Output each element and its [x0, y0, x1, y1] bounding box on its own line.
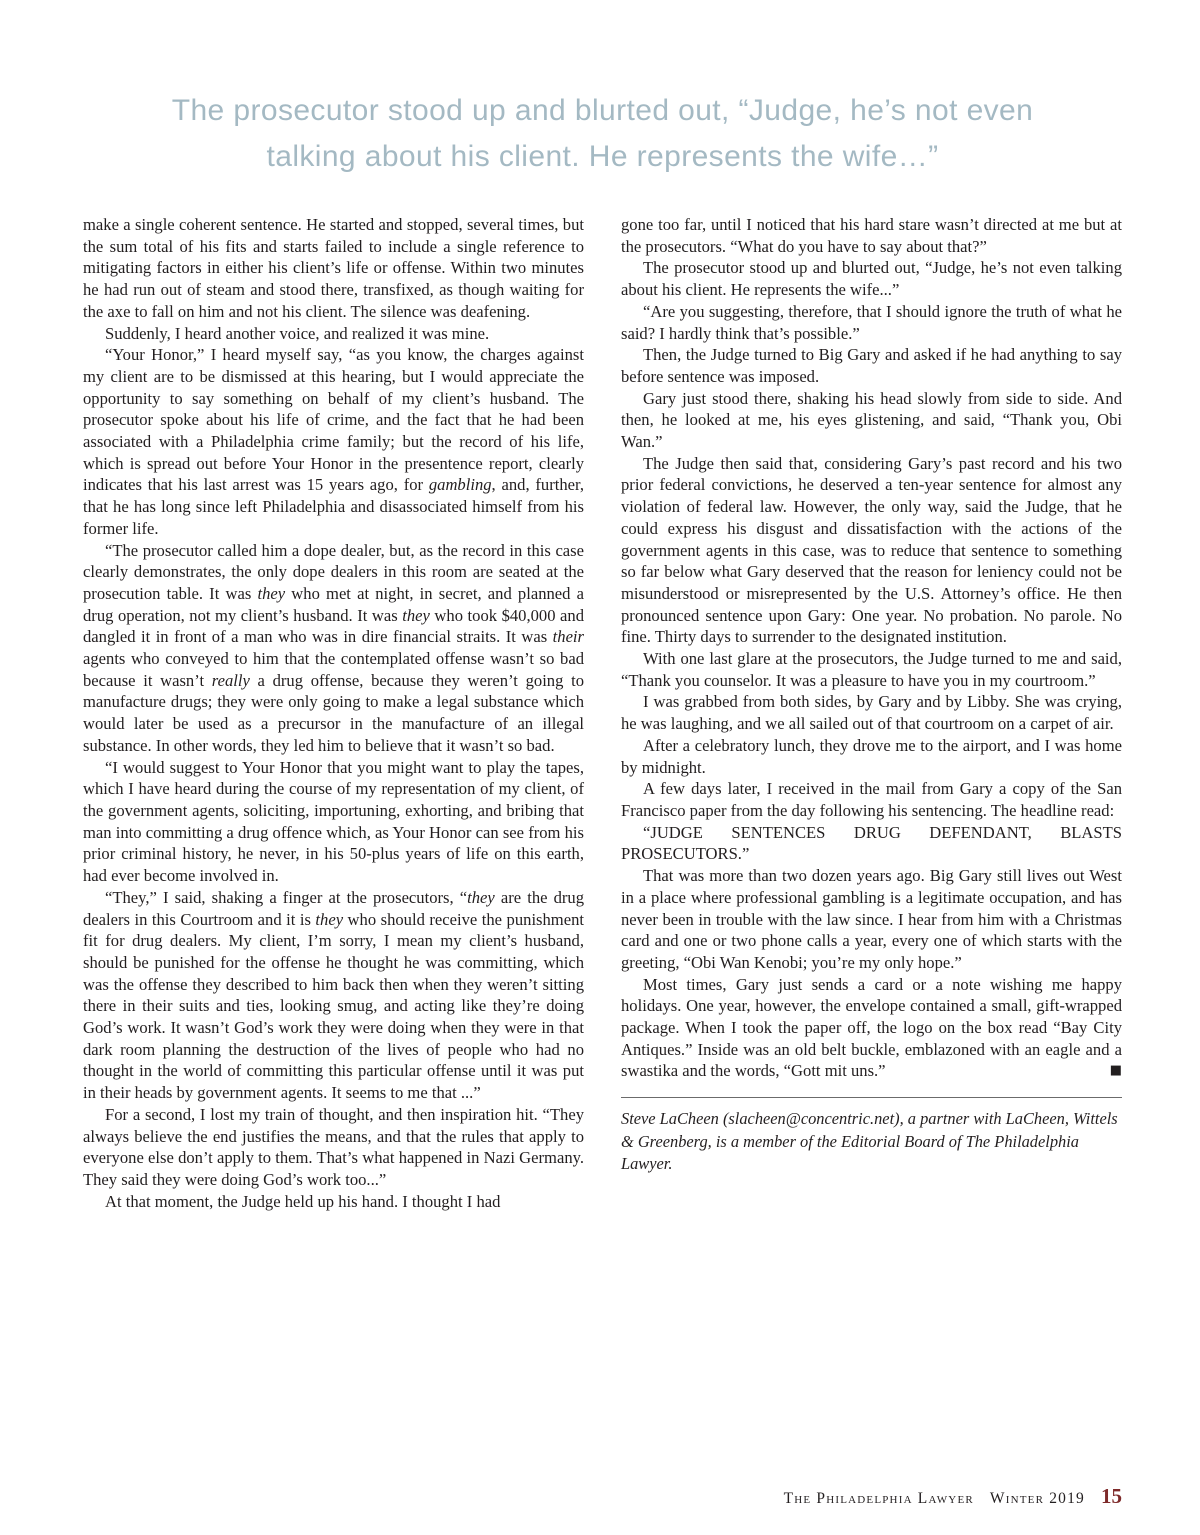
author-bio-divider [621, 1097, 1122, 1098]
paragraph: For a second, I lost my train of thought, and then inspiration hit. “They always believe the end justifies the means, and that the rules that apply to everyone else don’t apply to them. That’s what happened in Nazi Germany. They said they were doing God’s work too...” [83, 1104, 584, 1189]
paragraph: make a single coherent sentence. He started and stopped, several times, but the sum total of his fits and starts failed to include a single reference to mitigating factors in either his client’s life or offense. Within two minutes he had run out of steam and stood there, transfixed, as though waiting for the axe to fall on him and not his client. The silence was deafening. [83, 215, 584, 321]
paragraph: At that moment, the Judge held up his hand. I thought I had [105, 1191, 501, 1211]
paragraph: “They,” I said, shaking a finger at the prosecutors, “they are the drug dealers in this Courtroom and it is they who should receive the punishment fit for drug dealers. My client, I’m sorry, I mean my client’s husband, should be punished for the offense he thought he was committing, which was the offense they described to him back then when they weren’t sitting there in their suits and ties, looking smug, and acting like they’re doing God’s work. It wasn’t God’s work they were doing when they were in that dark room planning the destruction of the lives of people who had no thought in the world of committing this particular offense until it was put in their heads by government agents. It seems to me that ...” [83, 887, 585, 1103]
footer-page-number: 15 [1101, 1484, 1122, 1508]
paragraph: A few days later, I received in the mail from Gary a copy of the San Francisco paper from the day following his sentencing. The headline read: [621, 779, 1122, 820]
paragraph: gone too far, until I noticed that his hard stare wasn’t directed at me but at the prosecutors. “What do you have to say about that?” [621, 215, 1122, 256]
paragraph: I was grabbed from both sides, by Gary and by Libby. She was crying, he was laughing, and we all sailed out of that courtroom on a carpet of air. [621, 692, 1122, 734]
paragraph: The Judge then said that, considering Gary’s past record and his two prior federal convictions, he deserved a ten-year sentence for almost any violation of federal law. However, the only way, said the Judge, that he could express his disgust and dissatisfaction with the actions of the government agents in this case, was to reduce that sentence to something so far below what Gary deserved that the reason for leniency could not be misunderstood or misrepresented by the U.S. Attorney’s office. He then pronounced sentence upon Gary: One year. No probation. No parole. No fine. Thirty days to surrender to the designated institution. [621, 453, 1122, 647]
column-left [83, 214, 584, 1212]
paragraph: After a celebratory lunch, they drove me to the airport, and I was home by midnight. [621, 735, 1122, 777]
paragraph: “I would suggest to Your Honor that you might want to play the tapes, which I have heard during the course of my representation of my client, of the government agents, soliciting, importuning, exhorting, and bribing that man into committing a drug offence which, as Your Honor can see from his prior criminal history, he never, in his 50-plus years of life on this earth, had ever become involved in. [83, 757, 584, 886]
footer-issue: Winter 2019 [989, 1490, 1085, 1507]
paragraph: “Your Honor,” I heard myself say, “as you know, the charges against my client are to be dismissed at this hearing, but I would appreciate the opportunity to say something on behalf of my client’s husband. The prosecutor spoke about his life of crime, and the fact that he had been associated with a Philadelphia crime family; but the record of his life, which is spread out before Your Honor in the presentence report, clearly indicates that his last arrest was 15 years ago, for gambling, and, further, that he has long since left Philadelphia and disassociated himself from his former life. [83, 345, 585, 538]
column-left-paragraphs [83, 214, 584, 1212]
column-right-paragraphs [621, 214, 1122, 1082]
pull-quote-line-2: talking about his client. He represents the wife…” [266, 140, 939, 173]
author-bio: Steve LaCheen (slacheen@concentric.net), a partner with LaCheen, Wittels & Greenberg, is a member of the Editorial Board of The Philadelphia Lawyer. [621, 1109, 1118, 1174]
paragraph: “The prosecutor called him a dope dealer, but, as the record in this case clearly demonstrates, the only dope dealers in this room are seated at the prosecution table. It was they who met at night, in secret, and planned a drug operation, not my client’s husband. It was they who took $40,000 and dangled it in front of a man who was in dire financial straits. It was their agents who conveyed to him that the contemplated offense wasn’t so bad because it wasn’t really a drug offense, because they weren’t going to manufacture drugs; they were only going to make a legal substance which would later be used as a precursor in the manufacture of an illegal substance. In other words, they led him to believe that it wasn’t so bad. [83, 540, 584, 755]
paragraph: Suddenly, I heard another voice, and realized it was mine. [105, 323, 490, 343]
column-right [621, 214, 1122, 1212]
article-end-mark: ■ [1109, 1063, 1122, 1079]
paragraph: Most times, Gary just sends a card or a note wishing me happy holidays. One year, however, the envelope contained a small, gift-wrapped package. When I took the paper off, the logo on the box read “Bay City Antiques.” Inside was an old belt buckle, emblazoned with an eagle and a swastika and the words, “Gott mit uns.” ■ [621, 974, 1122, 1081]
footer-publication-title: The Philadelphia Lawyer [783, 1490, 974, 1507]
paragraph: The prosecutor stood up and blurted out, “Judge, he’s not even talking about his client. He represents the wife...” [621, 258, 1122, 300]
paragraph: “JUDGE SENTENCES DRUG DEFENDANT, BLASTS PROSECUTORS.” [621, 822, 1122, 864]
paragraph: That was more than two dozen years ago. Big Gary still lives out West in a place where professional gambling is a legitimate occupation, and has never been in trouble with the law since. I hear from him with a Christmas card and one or two phone calls a year, every one of which starts with the greeting, “Obi Wan Kenobi; you’re my only hope.” [621, 866, 1122, 972]
pull-quote-line-1: The prosecutor stood up and blurted out, “Judge, he’s not even [171, 94, 1034, 127]
paragraph: “Are you suggesting, therefore, that I should ignore the truth of what he said? I hardly think that’s possible.” [621, 301, 1122, 343]
paragraph: Then, the Judge turned to Big Gary and asked if he had anything to say before sentence was imposed. [621, 345, 1122, 386]
pull-quote [83, 0, 1122, 180]
paragraph: With one last glare at the prosecutors, the Judge turned to me and said, “Thank you counselor. It was a pleasure to have you in my courtroom.” [621, 649, 1122, 690]
article-body [83, 214, 1122, 1212]
paragraph: Gary just stood there, shaking his head slowly from side to side. And then, he looked at me, his eyes glistening, and said, “Thank you, Obi Wan.” [621, 388, 1122, 452]
page-footer [784, 1484, 1122, 1509]
